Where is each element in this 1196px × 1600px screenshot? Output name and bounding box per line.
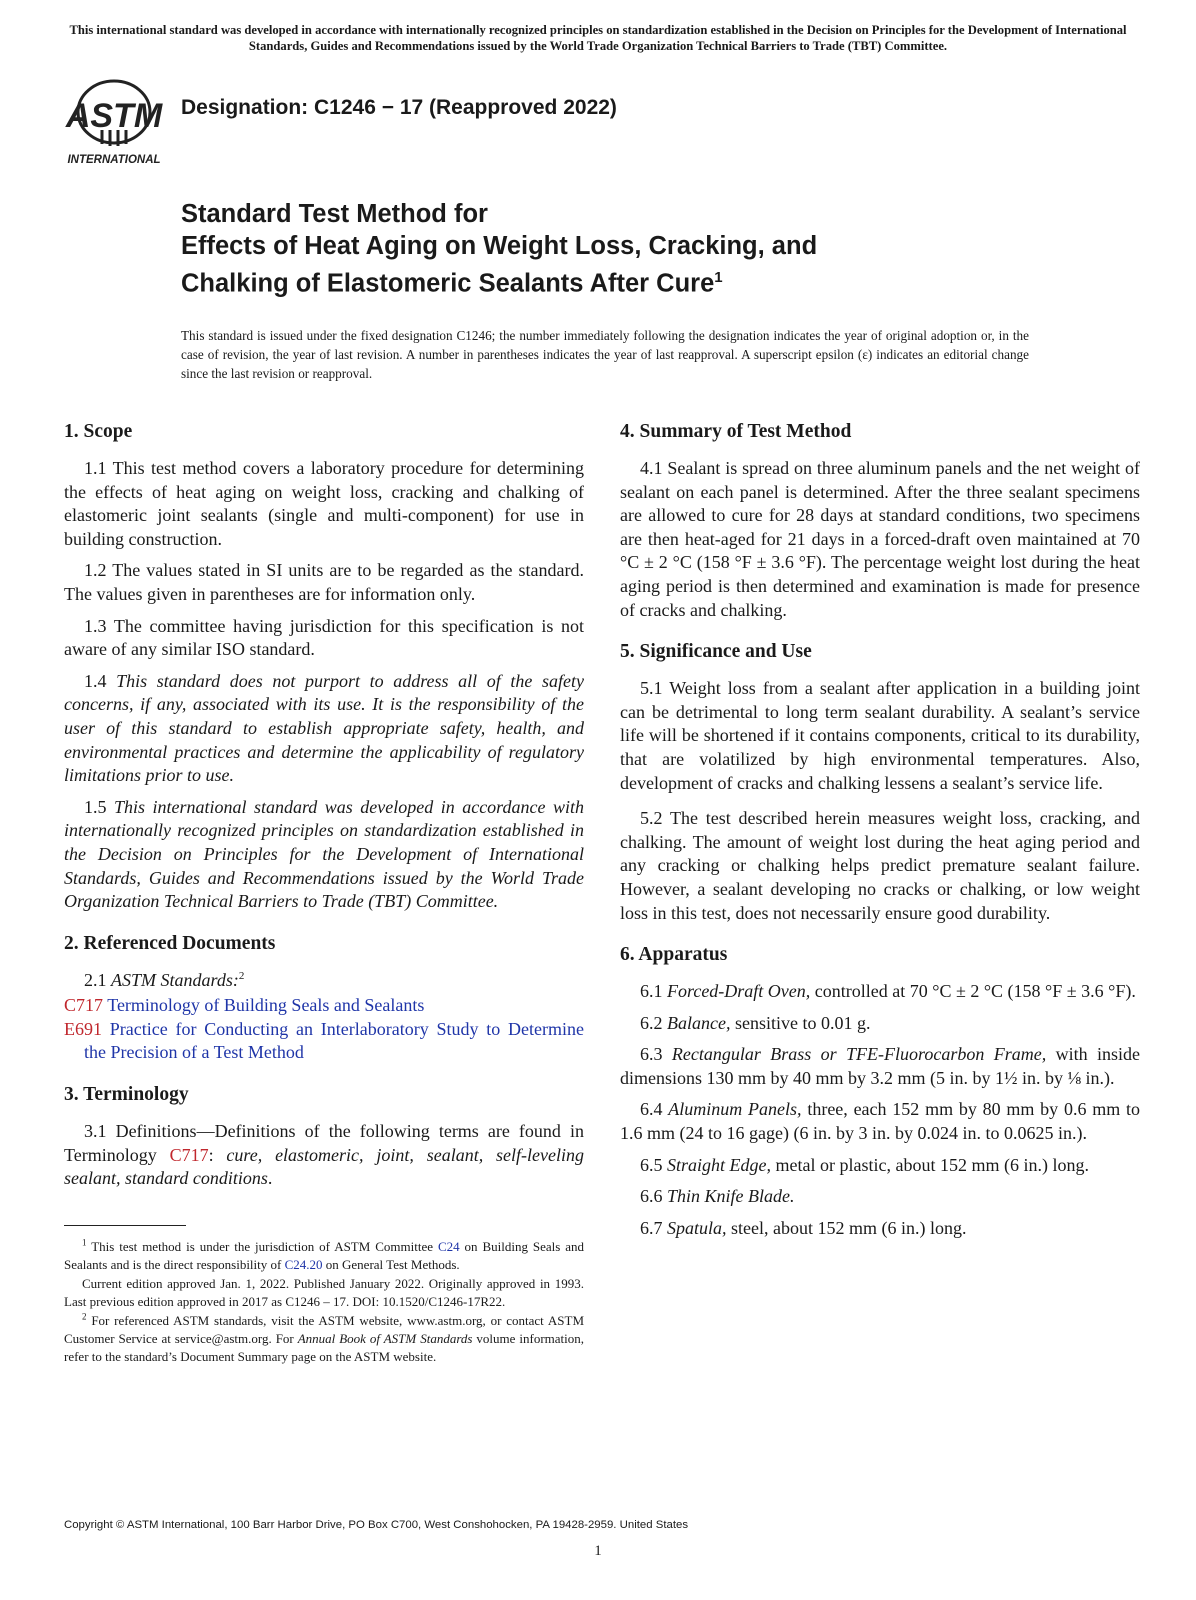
para-3-1: 3.1 Definitions—Definitions of the following terms are found in Terminology C717: cure, elastomeric, joint, sealant, self-leveling sealant, standard conditions. xyxy=(64,1121,584,1189)
link-c717[interactable]: C717 xyxy=(169,1144,209,1165)
para-6-3: 6.3 Rectangular Brass or TFE-Fluorocarbon Frame, with inside dimensions 130 mm by 40 mm by 3.2 mm (5 in. by 1½ in. by ⅛ in.). xyxy=(620,1044,1140,1088)
link-c24-20[interactable]: C24.20 xyxy=(284,1256,323,1272)
section-6-heading: 6. Apparatus xyxy=(620,944,728,966)
title-line-3: Chalking of Elastomeric Sealants After Cure xyxy=(181,269,715,298)
left-column xyxy=(64,420,584,1367)
intro-paragraph: This standard is issued under the fixed designation C1246; the number immediately following the designation indicates the year of original adoption or, in the case of revision, the year of last revision. A number in parentheses indicates the year of last reapproval. A superscript epsilon (ε) indicates an editorial change since the last revision or reapproval. xyxy=(181,328,1029,381)
copyright-footer: Copyright © ASTM International, 100 Barr Harbor Drive, PO Box C700, West Conshohocken, PA 19428-2959. United States xyxy=(64,1519,689,1531)
top-note: This international standard was developed in accordance with internationally recognized principles on standardization established in the Decision on Principles for the Development of International Standards, Guides and Recommendations issued by the World Trade Organization Technical Barriers to Trade (TBT) Committee. xyxy=(69,23,1127,53)
para-6-5: 6.5 Straight Edge, metal or plastic, about 152 mm (6 in.) long. xyxy=(640,1154,1089,1175)
para-2-1: 2.1 ASTM Standards:$^2$ xyxy=(84,969,245,990)
para-1-1: 1.1 This test method covers a laboratory procedure for determining the effects of heat aging on weight loss, cracking and chalking of elastomeric joint sealants (single and multi-component) for use in building construction. xyxy=(64,458,584,549)
para-6-4: 6.4 Aluminum Panels, three, each 152 mm by 80 mm by 0.6 mm to 1.6 mm (24 to 16 gage) (6 in. by 3 in. by 0.024 in. to 0.0625 in.). xyxy=(620,1099,1140,1144)
logo-subtext: INTERNATIONAL xyxy=(67,154,161,166)
designation: Designation: C1246 − 17 (Reapproved 2022) xyxy=(181,96,617,119)
title-footnote-marker: 1 xyxy=(714,269,723,286)
footnote-1: $^1$ This test method is under the jurisdiction of ASTM Committee C24 on Building Seals and Sealants and is the direct responsibility of C24.20 on General Test Methods. xyxy=(64,1237,585,1272)
section-1-heading: 1. Scope xyxy=(64,421,133,442)
document-title xyxy=(181,198,817,300)
para-6-2: 6.2 Balance, sensitive to 0.01 g. xyxy=(640,1012,871,1033)
para-6-6: 6.6 Thin Knife Blade. xyxy=(640,1186,795,1207)
section-2-heading: 2. Referenced Documents xyxy=(64,932,276,954)
link-c24[interactable]: C24 xyxy=(437,1238,460,1254)
para-6-1: 6.1 Forced-Draft Oven, controlled at 70 °C ± 2 °C (158 °F ± 3.6 °F). xyxy=(640,981,1136,1002)
para-1-2: 1.2 The values stated in SI units are to be regarded as the standard. The values given in parentheses are for information only. xyxy=(64,560,584,604)
section-3-heading: 3. Terminology xyxy=(64,1084,189,1106)
title-line-1: Standard Test Method for xyxy=(181,200,488,228)
para-1-4: 1.4 This standard does not purport to address all of the safety concerns, if any, associated with its use. It is the responsibility of the user of this standard to establish appropriate safety, health, and environmental practices and determine the applicability of regulatory limitations prior to use. xyxy=(64,670,584,786)
para-5-2: 5.2 The test described herein measures weight loss, cracking, and chalking. The amount of weight lost during the heat aging period and any cracking or chalking helps predict premature sealant failure. However, a sealant developing no cracks or chalking, or low weight loss in this test, does not necessarily ensure good durability. xyxy=(620,808,1140,923)
section-5-heading: 5. Significance and Use xyxy=(620,641,812,663)
section-4-heading: 4. Summary of Test Method xyxy=(620,421,852,442)
footnote-2: $^2$ For referenced ASTM standards, visit the ASTM website, www.astm.org, or contact ASTM Customer Service at service@astm.org. For Annual Book of ASTM Standards volume information, refer to the standard’s Document Summary page on the ASTM website. xyxy=(64,1311,585,1364)
footnote-1-edition: Current edition approved Jan. 1, 2022. Published January 2022. Originally approved in 1993. Last previous edition approved in 2017 as C1246 – 17. DOI: 10.1520/C1246-17R22. xyxy=(64,1275,584,1309)
para-6-7: 6.7 Spatula, steel, about 152 mm (6 in.) long. xyxy=(640,1217,967,1238)
para-4-1: 4.1 Sealant is spread on three aluminum panels and the net weight of sealant on each panel is determined. After the three sealant specimens are allowed to cure for 28 days at standard conditions, two specimens are then heat-aged for 21 days in a forced-draft oven maintained at 70 °C ± 2 °C (158 °F ± 3.6 °F). The percentage weight lost during the heat aging period is then determined and examination is made for presence of cracks and chalking. xyxy=(620,458,1140,620)
page-number: 1 xyxy=(594,1543,602,1559)
ref-e691[interactable]: E691 Practice for Conducting an Interlaboratory Study to Determine the Precision of a Test Method xyxy=(64,1018,584,1063)
para-1-5: 1.5 This international standard was developed in accordance with internationally recognized principles on standardization established in the Decision on Principles for the Development of International Standards, Guides and Recommendations issued by the World Trade Organization Technical Barriers to Trade (TBT) Committee. xyxy=(64,796,584,912)
footnote-divider xyxy=(64,1225,186,1226)
para-5-1: 5.1 Weight loss from a sealant after application in a building joint can be detrimental to long term sealant durability. A sealant’s service life will be shortened if it contains components, critical to its durability, that are volatilized by high environmental temperatures. Also, development of cracks and chalking lessens a sealant’s service life. xyxy=(620,678,1140,793)
para-1-3: 1.3 The committee having jurisdiction for this specification is not aware of any similar ISO standard. xyxy=(64,615,584,660)
logo-text: ASTM xyxy=(65,97,163,135)
astm-logo xyxy=(64,72,168,166)
ref-c717[interactable]: C717 Terminology of Building Seals and Sealants xyxy=(64,995,425,1016)
right-column xyxy=(620,420,1140,1248)
title-line-2: Effects of Heat Aging on Weight Loss, Cracking, and xyxy=(181,232,818,260)
